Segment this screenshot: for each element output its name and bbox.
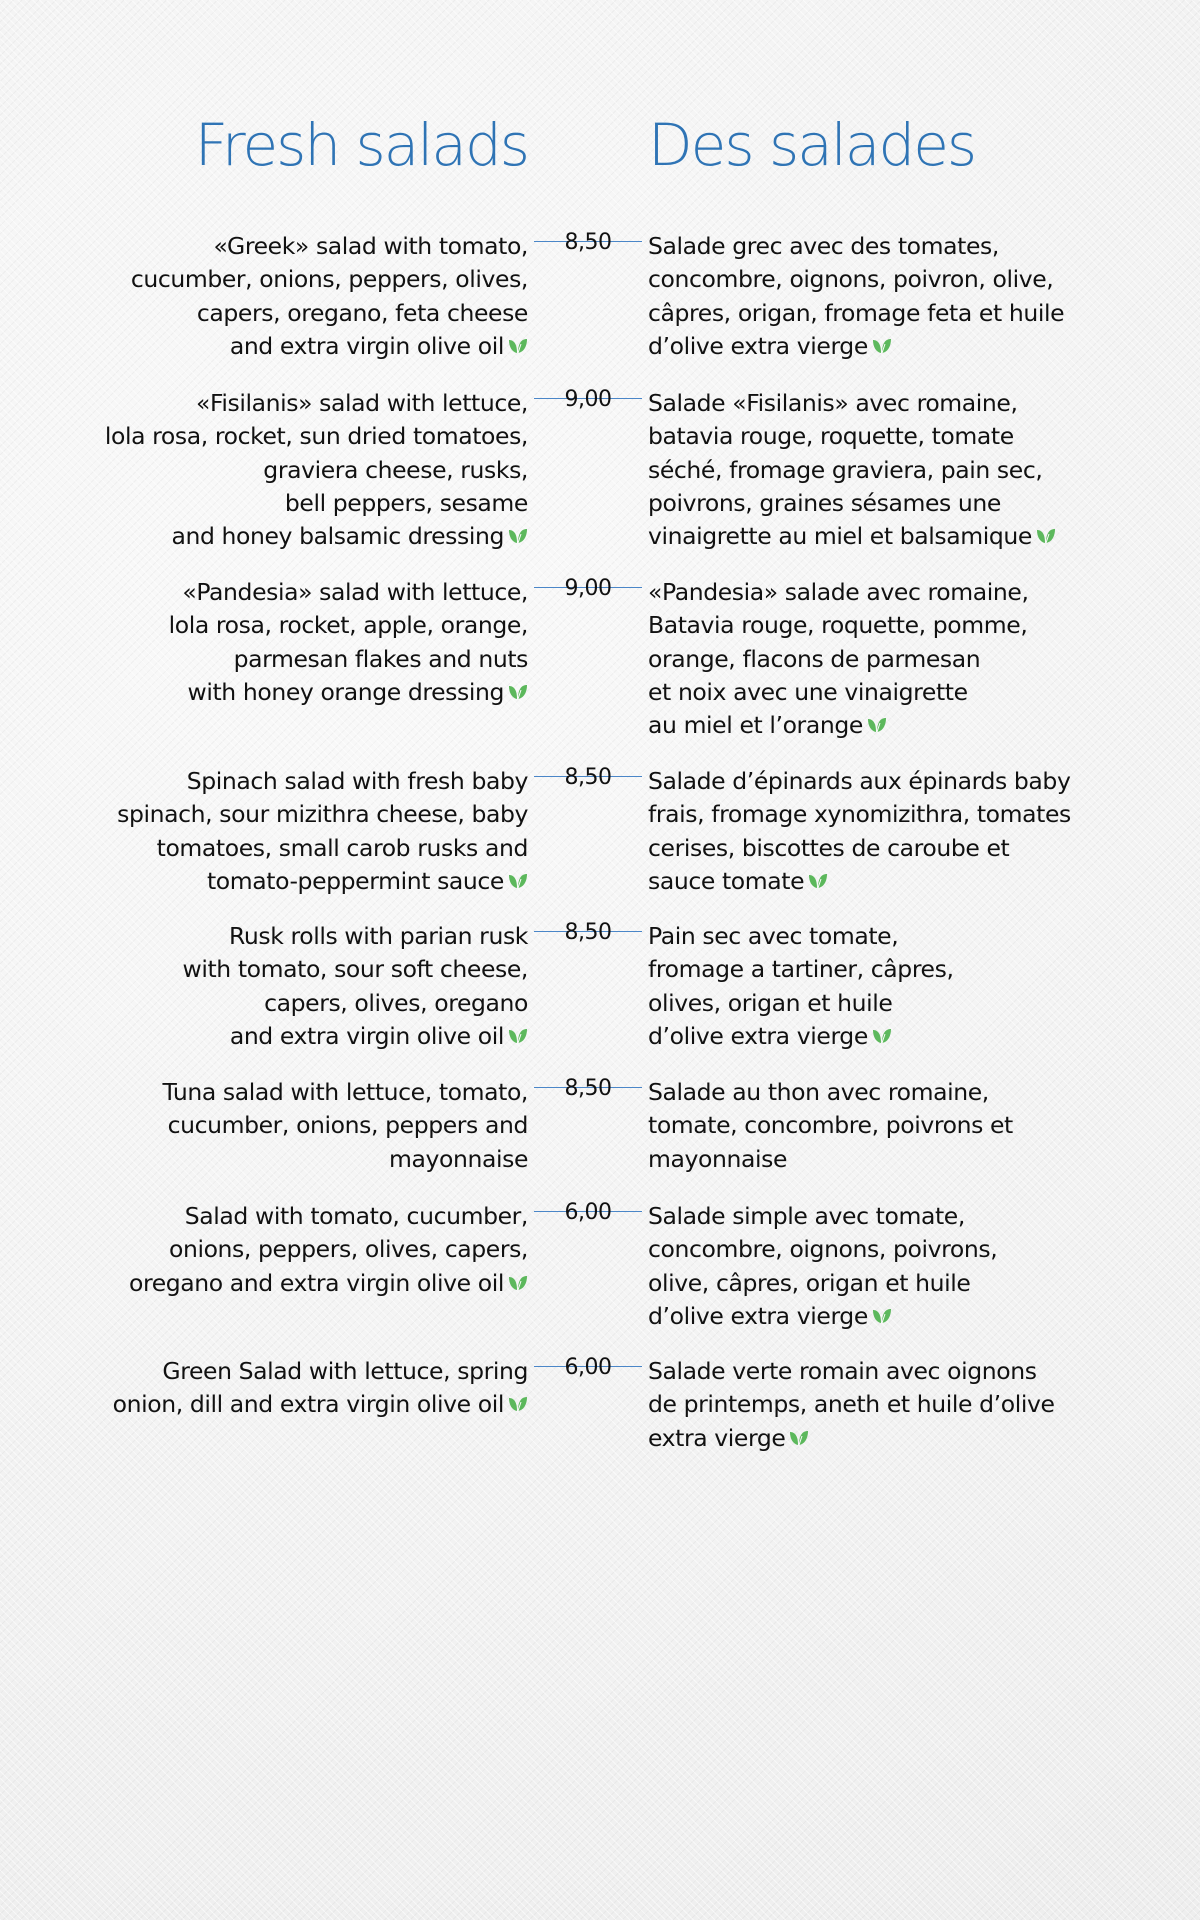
description-text-en: spinach, sour mizithra cheese, baby (117, 800, 528, 829)
description-text-fr: de printemps, aneth et huile d’olive (648, 1390, 1055, 1419)
item-description-en (169, 576, 528, 709)
description-text-fr: Salade verte romain avec oignons (648, 1357, 1037, 1385)
item-description-en (183, 920, 528, 1053)
description-line-fr (648, 1267, 997, 1300)
item-price: 8,50 (564, 230, 612, 255)
description-text-fr: sauce tomate (648, 866, 805, 895)
description-line-en (117, 798, 528, 831)
description-line-fr (648, 1200, 997, 1233)
vegetarian-leaf-icon (508, 1275, 528, 1292)
description-line-en (105, 454, 528, 487)
description-line-fr (648, 420, 1056, 453)
item-description-en (129, 1200, 528, 1300)
item-description-fr (648, 765, 1071, 898)
item-description-en (117, 765, 528, 898)
description-line-fr (648, 676, 1029, 709)
menu-item (0, 387, 1200, 551)
description-line-fr (648, 330, 1064, 363)
description-text-en: lola rosa, rocket, sun dried tomatoes, (104, 422, 528, 451)
description-text-fr: Salade grec avec des tomates, (648, 232, 999, 260)
description-text-en: «Greek» salad with tomato, (213, 232, 528, 260)
item-description-en (131, 230, 528, 363)
description-line-en (169, 609, 528, 642)
description-text-fr: Salade simple avec tomate, (648, 1202, 965, 1230)
description-text-en: and extra virgin olive oil (229, 1021, 504, 1050)
description-text-fr: olives, origan et huile (648, 988, 893, 1017)
description-line-en (169, 643, 528, 676)
description-line-fr (648, 798, 1071, 831)
description-text-en: «Fisilanis» salad with lettuce, (196, 389, 528, 417)
description-line-en (117, 865, 528, 898)
description-line-en (162, 1076, 528, 1109)
description-text-fr: d’olive extra vierge (648, 1301, 868, 1330)
description-line-fr (648, 1388, 1055, 1421)
description-line-en (129, 1200, 528, 1233)
description-line-fr (648, 1355, 1055, 1388)
description-line-fr (648, 454, 1056, 487)
description-text-fr: et noix avec une vinaigrette (648, 677, 968, 706)
description-text-en: mayonnaise (389, 1144, 528, 1173)
description-text-fr: olive, câpres, origan et huile (648, 1268, 971, 1297)
description-line-fr (648, 576, 1029, 609)
item-description-fr (648, 230, 1064, 363)
description-line-fr (648, 1143, 1013, 1176)
item-description-en (162, 1076, 528, 1176)
description-text-en: capers, oregano, feta cheese (196, 298, 528, 327)
description-text-en: with honey orange dressing (187, 677, 504, 706)
description-line-fr (648, 609, 1029, 642)
description-text-fr: concombre, oignons, poivron, olive, (648, 265, 1054, 294)
description-line-fr (648, 1300, 997, 1333)
description-text-fr: séché, fromage graviera, pain sec, (648, 455, 1043, 484)
description-text-fr: tomate, concombre, poivrons et (648, 1111, 1013, 1140)
description-line-fr (648, 953, 954, 986)
description-line-fr (648, 1020, 954, 1053)
description-text-fr: mayonnaise (648, 1144, 787, 1173)
description-text-en: Tuna salad with lettuce, tomato, (162, 1078, 528, 1106)
item-description-fr (648, 576, 1029, 742)
description-line-en (117, 765, 528, 798)
description-text-en: Salad with tomato, cucumber, (184, 1202, 528, 1230)
description-line-fr (648, 865, 1071, 898)
description-text-fr: Pain sec avec tomate, (648, 922, 899, 950)
description-line-en (183, 1020, 528, 1053)
description-text-en: cucumber, onions, peppers and (167, 1111, 528, 1140)
vegetarian-leaf-icon (789, 1430, 809, 1447)
description-line-fr (648, 520, 1056, 553)
description-text-en: tomatoes, small carob rusks and (156, 833, 528, 862)
description-text-fr: Salade au thon avec romaine, (648, 1078, 989, 1106)
description-text-fr: concombre, oignons, poivrons, (648, 1235, 998, 1264)
vegetarian-leaf-icon (508, 873, 528, 890)
heading-fresh-salads: Fresh salads (194, 111, 528, 179)
vegetarian-leaf-icon (1036, 528, 1056, 545)
vegetarian-leaf-icon (508, 528, 528, 545)
description-text-fr: Salade d’épinards aux épinards baby (648, 767, 1071, 795)
description-line-en (113, 1388, 528, 1421)
item-description-fr (648, 387, 1056, 553)
description-line-en (169, 576, 528, 609)
description-text-fr: poivrons, graines sésames une (648, 488, 1001, 517)
description-text-fr: fromage a tartiner, câpres, (648, 955, 954, 984)
vegetarian-leaf-icon (508, 1396, 528, 1413)
description-line-fr (648, 987, 954, 1020)
description-text-fr: vinaigrette au miel et balsamique (648, 522, 1032, 551)
description-text-en: oregano and extra virgin olive oil (128, 1268, 504, 1297)
vegetarian-leaf-icon (872, 1028, 892, 1045)
description-line-fr (648, 643, 1029, 676)
item-price: 9,00 (564, 387, 612, 412)
heading-des-salades: Des salades (648, 111, 976, 179)
description-text-fr: Batavia rouge, roquette, pomme, (648, 611, 1028, 640)
item-price: 6,00 (564, 1355, 612, 1380)
description-line-en (105, 520, 528, 553)
description-text-en: bell peppers, sesame (284, 488, 528, 517)
item-price: 8,50 (564, 1076, 612, 1101)
description-text-en: onions, peppers, olives, capers, (168, 1235, 528, 1264)
description-text-en: graviera cheese, rusks, (263, 455, 528, 484)
description-text-en: Green Salad with lettuce, spring (162, 1357, 528, 1385)
description-line-en (169, 676, 528, 709)
description-text-en: cucumber, onions, peppers, olives, (130, 265, 528, 294)
menu-item (0, 576, 1200, 740)
description-line-en (162, 1143, 528, 1176)
description-text-en: onion, dill and extra virgin olive oil (112, 1390, 504, 1419)
menu-item (0, 1200, 1200, 1350)
description-line-fr (648, 230, 1064, 263)
description-line-en (131, 297, 528, 330)
description-text-en: tomato-peppermint sauce (206, 866, 504, 895)
item-description-fr (648, 1355, 1055, 1455)
description-text-fr: d’olive extra vierge (648, 1021, 868, 1050)
item-description-fr (648, 1200, 997, 1333)
vegetarian-leaf-icon (508, 338, 528, 355)
item-description-en (113, 1355, 528, 1422)
description-line-en (131, 263, 528, 296)
description-text-en: capers, olives, oregano (264, 988, 528, 1017)
description-text-fr: cerises, biscottes de caroube et (648, 833, 1010, 862)
description-text-en: Rusk rolls with parian rusk (229, 922, 528, 950)
description-line-fr (648, 1109, 1013, 1142)
menu-item (0, 920, 1200, 1070)
description-text-fr: batavia rouge, roquette, tomate (648, 422, 1014, 451)
menu-item (0, 1355, 1200, 1505)
vegetarian-leaf-icon (872, 1308, 892, 1325)
description-line-en (129, 1267, 528, 1300)
description-text-en: «Pandesia» salad with lettuce, (182, 578, 528, 606)
description-line-fr (648, 765, 1071, 798)
description-line-en (131, 330, 528, 363)
description-text-fr: frais, fromage xynomizithra, tomates (648, 800, 1071, 829)
description-text-fr: d’olive extra vierge (648, 331, 868, 360)
item-price: 6,00 (564, 1200, 612, 1225)
description-line-en (105, 420, 528, 453)
item-price: 8,50 (564, 920, 612, 945)
description-line-fr (648, 263, 1064, 296)
description-line-en (162, 1109, 528, 1142)
item-description-fr (648, 920, 954, 1053)
description-text-fr: «Pandesia» salade avec romaine, (648, 578, 1029, 606)
vegetarian-leaf-icon (508, 684, 528, 701)
description-text-fr: câpres, origan, fromage feta et huile (648, 298, 1065, 327)
description-line-en (183, 920, 528, 953)
description-line-fr (648, 709, 1029, 742)
description-line-en (105, 387, 528, 420)
description-text-fr: extra vierge (648, 1423, 786, 1452)
item-description-en (105, 387, 528, 553)
description-line-en (105, 487, 528, 520)
description-text-en: parmesan flakes and nuts (233, 644, 528, 673)
vegetarian-leaf-icon (508, 1028, 528, 1045)
description-line-fr (648, 487, 1056, 520)
item-description-fr (648, 1076, 1013, 1176)
vegetarian-leaf-icon (808, 873, 828, 890)
description-line-fr (648, 387, 1056, 420)
vegetarian-leaf-icon (867, 717, 887, 734)
vegetarian-leaf-icon (872, 338, 892, 355)
menu-item (0, 230, 1200, 380)
description-text-en: with tomato, sour soft cheese, (182, 955, 528, 984)
item-price: 8,50 (564, 765, 612, 790)
description-text-fr: orange, flacons de parmesan (648, 644, 981, 673)
description-line-fr (648, 920, 954, 953)
description-text-en: and honey balsamic dressing (171, 522, 504, 551)
description-line-fr (648, 1233, 997, 1266)
description-line-fr (648, 297, 1064, 330)
description-line-fr (648, 832, 1071, 865)
description-line-en (183, 987, 528, 1020)
description-line-en (131, 230, 528, 263)
description-text-en: lola rosa, rocket, apple, orange, (168, 611, 528, 640)
description-text-fr: Salade «Fisilanis» avec romaine, (648, 389, 1018, 417)
description-line-en (117, 832, 528, 865)
description-line-fr (648, 1422, 1055, 1455)
description-text-en: and extra virgin olive oil (229, 331, 504, 360)
description-line-en (113, 1355, 528, 1388)
description-text-en: Spinach salad with fresh baby (186, 767, 528, 795)
item-price: 9,00 (564, 576, 612, 601)
menu-item (0, 765, 1200, 915)
description-text-fr: au miel et l’orange (648, 711, 863, 740)
description-line-en (129, 1233, 528, 1266)
description-line-en (183, 953, 528, 986)
description-line-fr (648, 1076, 1013, 1109)
